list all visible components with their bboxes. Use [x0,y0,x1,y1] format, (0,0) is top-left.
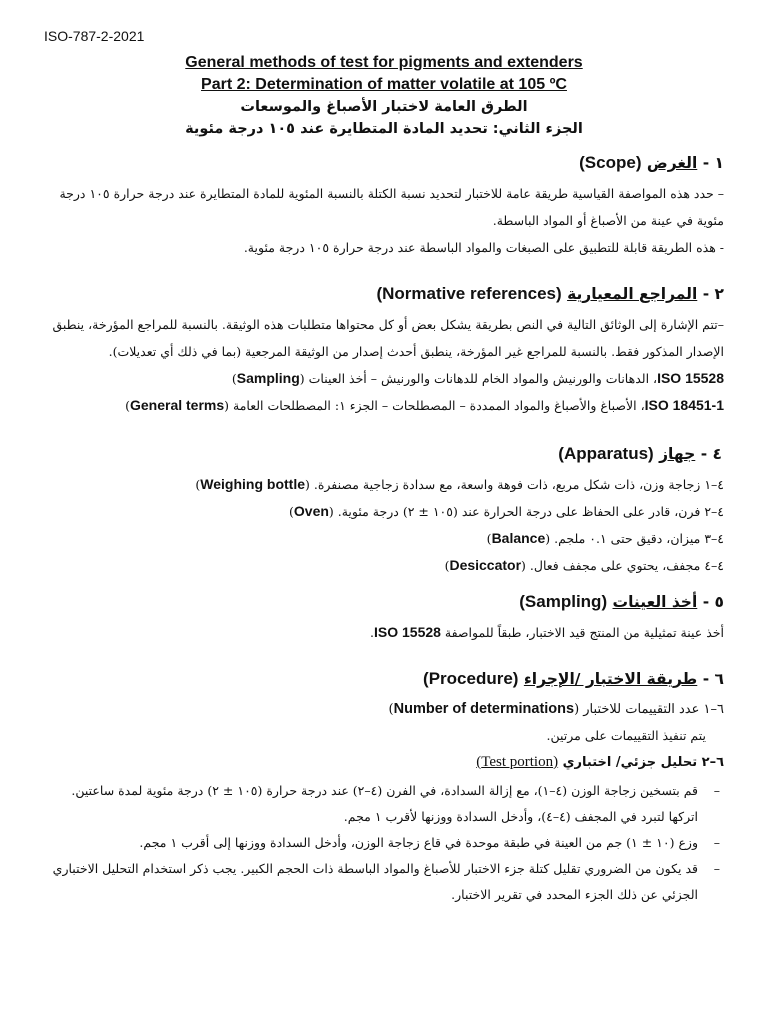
procedure-list [40,778,724,908]
apparatus-item [40,498,724,525]
section-number: ٢ - [702,285,724,303]
item-en: Weighing bottle [200,476,305,492]
document-body [40,150,724,908]
item-text: قم بتسخين زجاجة الوزن (٤–١)، مع إزالة السدادة، في الفرن (٤–٢) عند درجة حرارة (١٠٥ ± ٢) درجة مئوية لمدة ساعتين. اتركها لتبرد في المجفف (٤–٤)، وأدخل السدادة ووزنها لأقرب ١ مجم. [71,783,698,824]
references-intro: –تتم الإشارة إلى الوثائق التالية في النص بطريقة يشكل بعض أو كل محتواها متطلبات هذه الوثيقة. بالنسبة للمراجع المؤرخة، ينطبق الإصدار المذكور فقط. بالنسبة للمراجع غير المؤرخة، ينطبق أحدث إصدار من الوثيقة المرجعية (بما في ذلك أي تعديلات). [52,317,724,359]
reference-text: ، الدهانات والورنيش والمواد الخام للدهانات والورنيش – أخذ العينات ( [299,371,658,386]
reference-close: ) [231,371,237,386]
section-number: ٦ - [702,670,724,688]
reference-en: General terms [129,397,225,413]
item-text: قد يكون من الضروري تقليل كتلة جزء الاختبار للأصباغ والمواد الباسطة ذات الحجم الكبير. يجب ذكر استخدام التحليل الاختباري الجزئي عن ذلك الجزء المحدد في تقرير الاختبار. [52,861,698,902]
section-title-ar: جهاز [659,445,696,463]
scope-item: - هذه الطريقة قابلة للتطبيق على الصبغات والمواد الباسطة عند درجة حرارة ١٠٥ درجة مئوية. [243,240,724,255]
scope-item: – حدد هذه المواصفة القياسية طريقة عامة للاختبار لتحديد نسبة الكتلة بالنسبة المئوية للمادة المتطايرة عند درجة حرارة ١٠٥ درجة مئوية في عينة من الأصباغ أو المواد الباسطة. [59,186,724,228]
subsection-close: ) [388,702,394,717]
section-sampling [40,589,724,646]
dash-bullet: – [713,861,720,876]
section-title-ar: الغرض [646,154,698,172]
item-close: ) [486,531,492,546]
section-title-ar: المراجع المعيارية [567,285,698,303]
sampling-text-post: . [370,625,374,640]
item-en: Oven [293,503,329,519]
item-close: ) [195,477,201,492]
section-title-en: (Apparatus) [558,444,654,463]
title-en-line-2: Part 2: Determination of matter volatile at 105 ºC [201,76,567,93]
sampling-text-pre: أخذ عينة تمثيلية من المنتج قيد الاختبار، طبقاً للمواصفة [440,625,724,640]
section-heading [40,589,724,615]
item-close: ) [289,504,294,519]
item-en: Desiccator [449,557,522,573]
reference-close: ) [125,398,130,413]
reference-en: Sampling [236,370,300,386]
subsection-heading [40,749,724,776]
section-title-ar: طريقة الاختبار /الإجراء [523,670,698,688]
section-number: ١ - [702,154,724,172]
section-apparatus [40,441,724,579]
reference-text: ، الأصباغ والأصباغ والمواد الممددة – المصطلحات – الجزء ١: المصطلحات العامة ( [224,398,645,413]
title-en-line-1: General methods of test for pigments and extenders [185,54,583,71]
section-references [40,281,724,419]
dash-bullet: – [713,783,720,798]
section-title-en: (Procedure) [423,669,519,688]
subsection-title-ar: ٦–١ عدد التقييمات للاختبار ( [574,702,724,717]
item-close: ) [444,558,450,573]
reference-item [40,365,724,392]
section-heading [40,281,724,307]
subsection-title-ar: ٦–٢ تحليل جزئي/ اختباري [558,755,724,770]
procedure-item [40,856,724,908]
section-number: ٤ - [700,445,722,463]
item-text: وزع (١٠ ± ١) جم من العينة في طبقة موحدة في قاع زجاجة الوزن، وأدخل السدادة ووزنها إلى أقرب ١ مجم. [139,835,698,850]
section-number: ٥ - [702,593,724,611]
item-text: ٤–٤ مجفف، يحتوي على مجفف فعال. ( [521,558,724,573]
title-ar-line-2: الجزء الثاني: تحديد المادة المتطايرة عند ١٠٥ درجة مئوية [185,121,583,137]
section-procedure [40,666,724,908]
reference-code: ISO 18451-1 [644,397,724,413]
subsection-text: يتم تنفيذ التقييمات على مرتين. [546,728,706,743]
document-code: ISO-787-2-2021 [44,28,145,44]
apparatus-item [40,471,724,498]
document-titles [0,52,768,140]
procedure-item [40,778,724,830]
section-title-en: (Sampling) [519,592,608,611]
subsection-title-en: Number of determinations [393,701,575,717]
subsection-heading [40,696,724,723]
item-text: ٤–٢ فرن، قادر على الحفاظ على درجة الحرارة عند (١٠٥ ± ٢) درجة مئوية. ( [328,504,724,519]
section-heading [40,441,722,467]
title-ar-line-1: الطرق العامة لاختبار الأصباغ والموسعات [240,99,528,115]
section-heading [40,666,724,692]
section-title-en: (Normative references) [376,284,562,303]
section-title-en: (Scope) [579,153,642,172]
item-text: ٤–١ زجاجة وزن، ذات شكل مربع، ذات فوهة واسعة، مع سدادة زجاجية مصنفرة. ( [305,477,724,492]
item-en: Balance [491,530,546,546]
section-title-ar: أخذ العينات [612,593,698,611]
apparatus-list [40,471,724,579]
procedure-item [40,830,724,856]
subsection-title-en: (Test portion) [476,754,559,770]
apparatus-item [40,525,724,552]
section-scope [40,150,724,261]
reference-code: ISO 15528 [657,370,724,386]
sampling-standard-code: ISO 15528 [373,624,441,640]
section-heading [40,150,724,176]
dash-bullet: – [713,835,720,850]
item-text: ٤–٣ ميزان، دقيق حتى ٠.١ ملجم. ( [545,531,724,546]
reference-item [40,392,724,419]
sampling-text [40,619,724,646]
apparatus-item [40,552,724,579]
